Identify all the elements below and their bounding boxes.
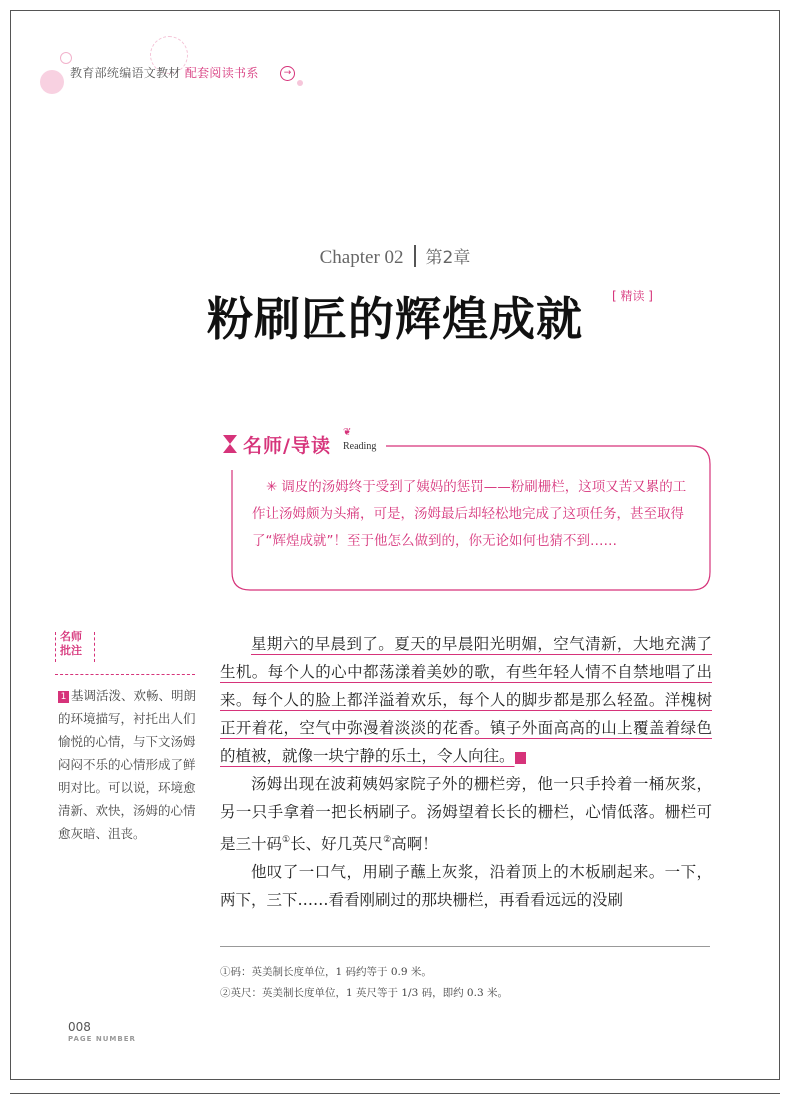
footnote-2: ②英尺：英美制长度单位，1 英尺等于 1/3 码，即约 0.3 米。 <box>220 987 508 999</box>
main-text <box>220 630 712 914</box>
close-reading-tag: [ 精读 ] <box>612 289 653 303</box>
guide-text <box>252 474 692 555</box>
annotation-number: 1 <box>58 691 69 703</box>
paragraph-3: 他叹了一口气，用刷子蘸上灰浆，沿着顶上的木板刷起来。一下，两下，三下……看看刚刷过的那块栅栏，再看看远远的没刷 <box>220 863 712 909</box>
footnote-ref-2: ② <box>383 835 392 845</box>
series-prefix: 教育部统编语文教材 <box>70 66 181 80</box>
series-highlight: 配套阅读书系 <box>184 66 259 80</box>
side-note-text: 基调活泼、欢畅、明朗的环境描写，衬托出人们愉悦的心情，与下文汤姆闷闷不乐的心情形成了鲜明对比。可以说，环境愈清新、欢快，汤姆的心情愈灰暗、沮丧。 <box>58 688 197 841</box>
underlined-passage: 星期六的早晨到了。夏天的早晨阳光明媚，空气清新，大地充满了生机。每个人的心中都荡漾着美妙的歌，有些年轻人情不自禁地唱了出来。每个人的脸上都洋溢着欢乐，每个人的脚步都是那么轻盈。洋槐树正开着花，空气中弥漫着淡淡的花香。镇子外面高高的山上覆盖着绿色的植被，就像一块宁静的乐土，令人向往。 <box>220 635 712 765</box>
paragraph-2: 汤姆出现在波莉姨妈家院子外的栅栏旁，他一只手拎着一桶灰浆，另一只手拿着一把长柄刷子。汤姆望着长长的栅栏，心情低落。栅栏可是三十码①长、好几英尺②高啊！ <box>220 775 712 853</box>
side-note-label <box>60 630 82 658</box>
guide-title-en: Reading <box>343 441 377 452</box>
side-note <box>58 684 198 845</box>
side-note-divider <box>55 674 195 675</box>
chapter-number: Chapter 02 <box>319 247 404 268</box>
hourglass-icon <box>223 435 237 453</box>
footnote-1: ①码：英美制长度单位，1 码约等于 0.9 米。 <box>220 966 432 978</box>
footnote-divider <box>220 946 710 947</box>
chapter-title: 粉刷匠的辉煌成就 <box>207 292 583 346</box>
annotation-marker: 1 <box>515 752 526 764</box>
leaf-icon: ❦ <box>343 427 352 438</box>
footnotes <box>220 962 508 1004</box>
arrow-right-icon: → <box>280 66 295 81</box>
page-number: 008 <box>68 1020 91 1034</box>
paragraph-1 <box>220 630 712 770</box>
guide-paragraph: 调皮的汤姆终于受到了姨妈的惩罚——粉刷栅栏，这项又苦又累的工作让汤姆颇为头痛，可是，汤姆最后却轻松地完成了这项任务，甚至取得了“辉煌成就”！至于他怎么做到的，你无论如何也猜不到…… <box>252 479 687 549</box>
footnote-ref-1: ① <box>282 835 291 845</box>
star-icon: ✳ <box>266 479 278 495</box>
side-note-label-line1: 名师 <box>60 630 82 643</box>
next-page-edge <box>10 1093 780 1094</box>
chapter-number-cn: 第2章 <box>425 248 471 268</box>
page-number-label: PAGE NUMBER <box>68 1035 136 1043</box>
side-note-label-line2: 批注 <box>60 644 82 657</box>
guide-title: 名师/导读 <box>243 435 331 457</box>
